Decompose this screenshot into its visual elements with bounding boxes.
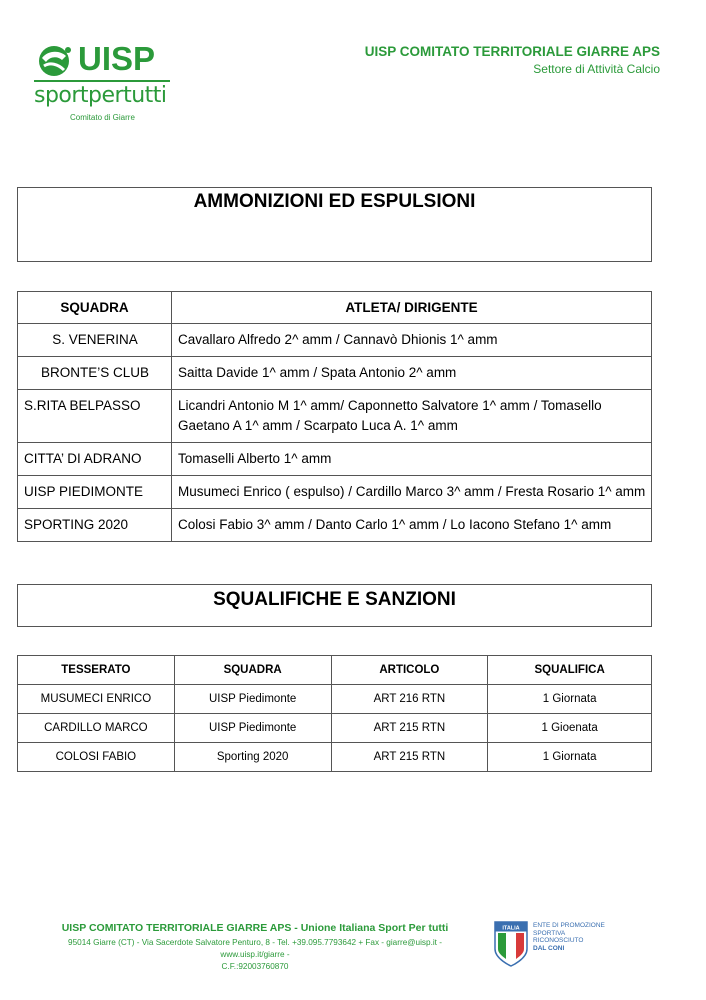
coni-text-line: SPORTIVA xyxy=(533,929,566,937)
squalifica-cell: 1 Giornata xyxy=(488,743,652,772)
table-row xyxy=(18,357,652,390)
players-cell: Licandri Antonio M 1^ amm/ Caponnetto Salvatore 1^ amm / Tomasello Gaetano A 1^ amm / Scarpato Luca A. 1^ amm xyxy=(172,390,652,443)
table-row xyxy=(18,509,652,542)
players-cell: Colosi Fabio 3^ amm / Danto Carlo 1^ amm / Lo Iacono Stefano 1^ amm xyxy=(172,509,652,542)
col-squadra: SQUADRA xyxy=(174,656,331,685)
section-squalifiche-box xyxy=(17,584,652,627)
squadra-cell: UISP Piedimonte xyxy=(174,685,331,714)
org-subtitle: Settore di Attività Calcio xyxy=(533,62,660,76)
team-cell: UISP PIEDIMONTE xyxy=(18,476,172,509)
table-row xyxy=(18,743,652,772)
squadra-cell: UISP Piedimonte xyxy=(174,714,331,743)
squalifica-cell: 1 Giornata xyxy=(488,685,652,714)
section-ammonizioni-box xyxy=(17,187,652,262)
table-row xyxy=(18,443,652,476)
footer-title: UISP COMITATO TERRITORIALE GIARRE APS - Unione Italiana Sport Per tutti xyxy=(61,922,449,934)
coni-italia-shield-icon xyxy=(494,921,528,967)
squalifica-cell: 1 Gioenata xyxy=(488,714,652,743)
table-row xyxy=(18,324,652,357)
col-tesserato: TESSERATO xyxy=(18,656,175,685)
squalifiche-table xyxy=(17,655,652,772)
table-row xyxy=(18,390,652,443)
section-ammonizioni-title: AMMONIZIONI ED ESPULSIONI xyxy=(193,191,476,212)
col-squadra: SQUADRA xyxy=(18,292,172,324)
col-atleta: ATLETA/ DIRIGENTE xyxy=(172,292,652,324)
logo-committee: Comitato di Giarre xyxy=(70,113,135,122)
ammonizioni-table xyxy=(17,291,652,542)
team-cell: CITTA’ DI ADRANO xyxy=(18,443,172,476)
logo-divider xyxy=(34,80,170,82)
team-cell: S.RITA BELPASSO xyxy=(18,390,172,443)
uisp-logo xyxy=(34,40,184,125)
articolo-cell: ART 216 RTN xyxy=(331,685,488,714)
col-squalifica: SQUALIFICA xyxy=(488,656,652,685)
tesserato-cell: CARDILLO MARCO xyxy=(18,714,175,743)
players-cell: Saitta Davide 1^ amm / Spata Antonio 2^ amm xyxy=(172,357,652,390)
table-header-row xyxy=(18,656,652,685)
footer-address-line2: C.F.:92003760870 xyxy=(221,962,289,971)
players-cell: Cavallaro Alfredo 2^ amm / Cannavò Dhionis 1^ amm xyxy=(172,324,652,357)
team-cell: SPORTING 2020 xyxy=(18,509,172,542)
coni-label: ITALIA xyxy=(502,925,520,932)
footer-address-line1: 95014 Giarre (CT) - Via Sacerdote Salvatore Penturo, 8 - Tel. +39.095.7793642 + Fax - giarre@uisp.it - www.uisp.it/giarre - xyxy=(68,938,442,959)
table-row xyxy=(18,685,652,714)
tesserato-cell: MUSUMECI ENRICO xyxy=(18,685,175,714)
logo-brand: UISP xyxy=(78,40,156,77)
tesserato-cell: COLOSI FABIO xyxy=(18,743,175,772)
players-cell: Musumeci Enrico ( espulso) / Cardillo Marco 3^ amm / Fresta Rosario 1^ amm xyxy=(172,476,652,509)
coni-text-line: RICONOSCIUTO xyxy=(533,937,584,944)
coni-text-line: ENTE DI PROMOZIONE xyxy=(533,922,605,929)
section-squalifiche-title: SQUALIFICHE E SANZIONI xyxy=(213,589,456,610)
players-cell: Tomaselli Alberto 1^ amm xyxy=(172,443,652,476)
table-row xyxy=(18,714,652,743)
org-title: UISP COMITATO TERRITORIALE GIARRE APS xyxy=(364,44,660,59)
uisp-runner-icon xyxy=(34,44,76,78)
team-cell: S. VENERINA xyxy=(18,324,172,357)
table-row xyxy=(18,476,652,509)
coni-recognition-text xyxy=(533,922,605,952)
logo-tagline: sportpertutti xyxy=(34,83,167,108)
col-articolo: ARTICOLO xyxy=(331,656,488,685)
table-header-row xyxy=(18,292,652,324)
footer-address xyxy=(40,937,470,973)
coni-text-line: DAL CONI xyxy=(533,944,565,952)
team-cell: BRONTE’S CLUB xyxy=(18,357,172,390)
squadra-cell: Sporting 2020 xyxy=(174,743,331,772)
articolo-cell: ART 215 RTN xyxy=(331,743,488,772)
articolo-cell: ART 215 RTN xyxy=(331,714,488,743)
